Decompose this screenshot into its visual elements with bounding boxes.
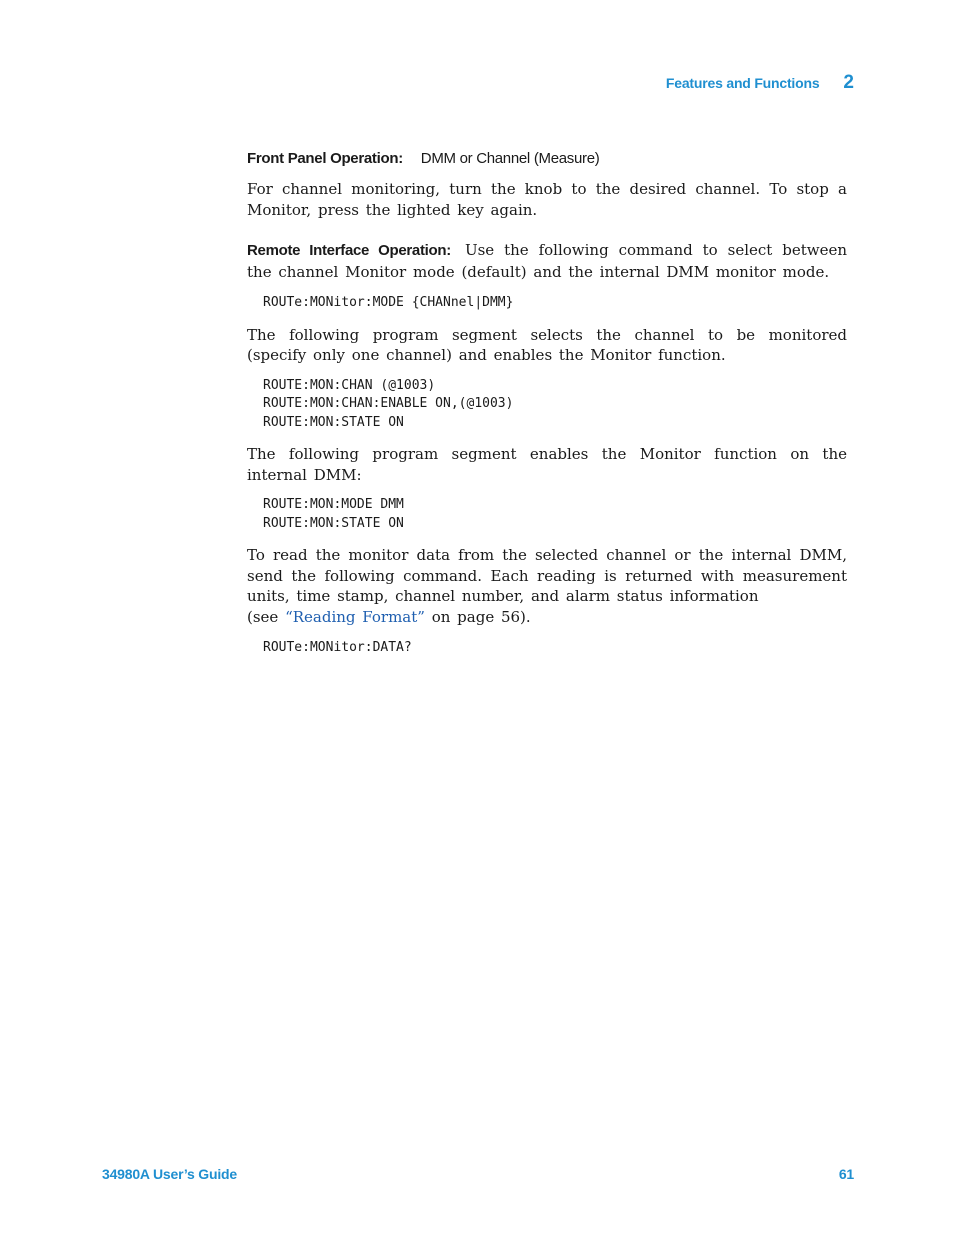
code-block-3 [247,496,847,533]
chapter-number: 2 [843,72,854,93]
code-block-2 [247,377,847,433]
code-line: ROUTE:MON:STATE ON [263,414,404,430]
remote-interface-label: Remote Interface Operation: [247,242,451,259]
code-block-4: ROUTe:MONitor:DATA? [263,640,412,655]
paragraph-3: The following program segment selects the channel to be monitored (specify only one channel) and enables the Monitor function. [247,325,847,364]
code-line: ROUTE:MON:CHAN (@1003) [263,377,436,393]
paragraph-5-text: To read the monitor data from the selected channel or the internal DMM, send the following command. Each reading is returned with measurement units, time stamp, channel number, and alarm status information [247,546,847,605]
page-footer [102,1166,854,1182]
page-number: 61 [838,1166,854,1182]
code-block-1: ROUTe:MONitor:MODE {CHANnel|DMM} [263,295,514,310]
paragraph-1: For channel monitoring, turn the knob to the desired channel. To stop a Monitor, press the lighted key again. [247,180,847,219]
paragraph-5-suffix: on page 56). [424,607,531,626]
code-line: ROUTE:MON:MODE DMM [263,497,404,512]
guide-title: 34980A User’s Guide [102,1166,237,1182]
paragraph-4: The following program segment enables the Monitor function on the internal DMM: [247,445,847,484]
front-panel-line [247,150,847,167]
section-title: Features and Functions [665,75,820,91]
paragraph-2-text: Use the following command to select between the channel Monitor mode (default) and the internal DMM monitor mode. [247,241,847,281]
front-panel-value: DMM or Channel (Measure) [420,150,600,167]
page-header [666,72,854,94]
paragraph-5 [247,545,847,627]
code-line: ROUTE:MON:STATE ON [263,515,404,531]
paragraph-2 [247,240,847,282]
page-content [247,150,847,658]
paragraph-5-see: (see [247,607,286,626]
front-panel-label: Front Panel Operation: [247,150,403,167]
code-line: ROUTE:MON:CHAN:ENABLE ON,(@1003) [263,396,514,411]
reading-format-link[interactable]: “Reading Format” [285,607,425,626]
